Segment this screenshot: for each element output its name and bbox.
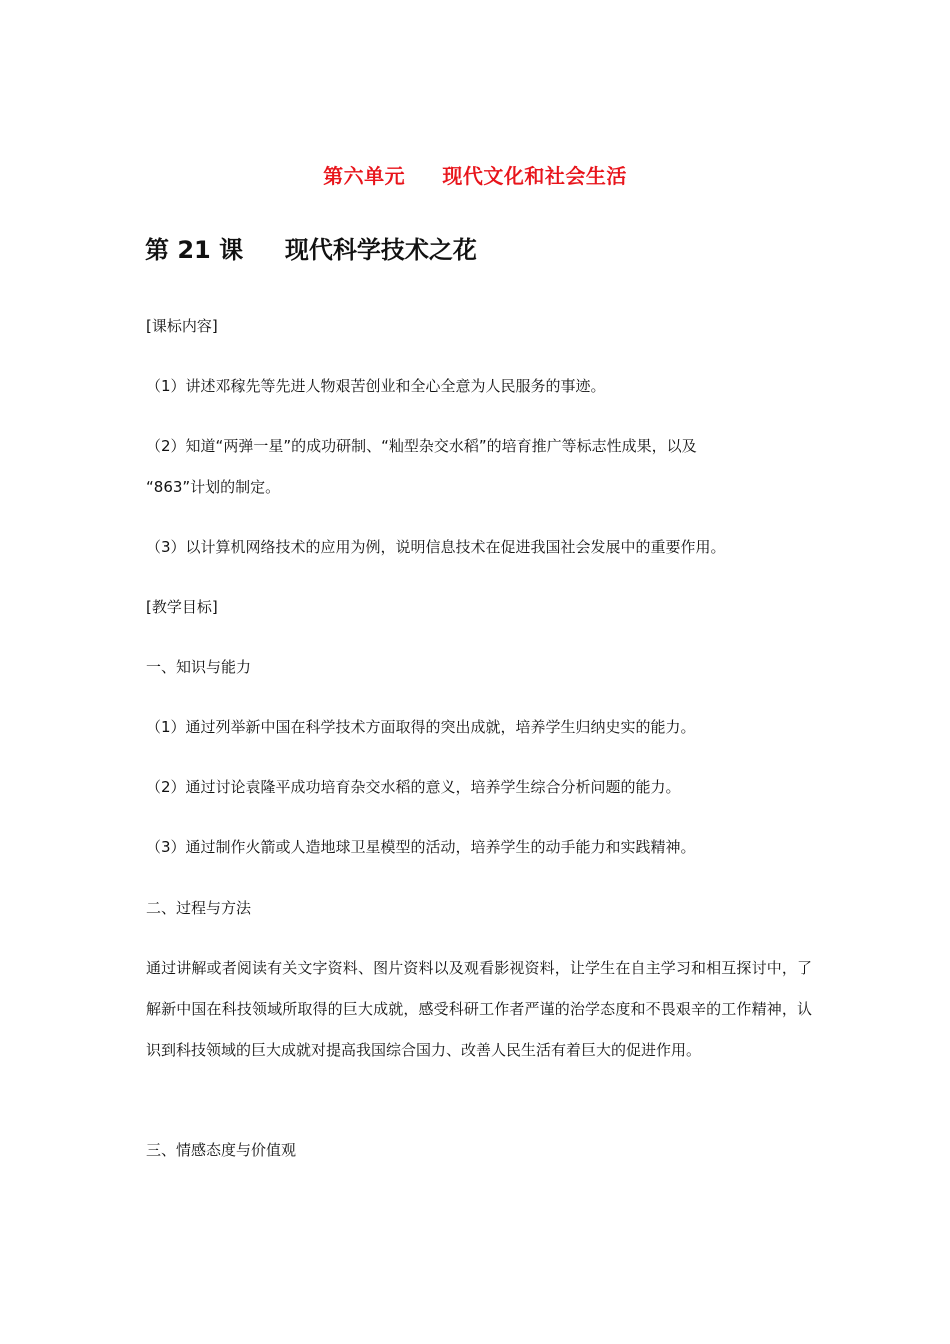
curriculum-item-2-line-2: “863”计划的制定。 bbox=[146, 478, 281, 496]
knowledge-heading: 一、知识与能力 bbox=[146, 658, 252, 676]
objectives-heading: [教学目标] bbox=[146, 598, 218, 616]
curriculum-item-1: （1）讲述邓稼先等先进人物艰苦创业和全心全意为人民服务的事迹。 bbox=[146, 377, 606, 395]
process-paragraph: 通过讲解或者阅读有关文字资料、图片资料以及观看影视资料，让学生在自主学习和相互探讨中，了解新中国在科技领域所取得的巨大成就，感受科研工作者严谨的治学态度和不畏艰辛的工作精神，认识到科技领域的巨大成就对提高我国综合国力、改善人民生活有着巨大的促进作用。 bbox=[146, 959, 812, 1059]
knowledge-item-3: （3）通过制作火箭或人造地球卫星模型的活动，培养学生的动手能力和实践精神。 bbox=[146, 838, 696, 856]
knowledge-item-2: （2）通过讨论袁隆平成功培育杂交水稻的意义，培养学生综合分析问题的能力。 bbox=[146, 778, 681, 796]
knowledge-item-1: （1）通过列举新中国在科学技术方面取得的突出成就，培养学生归纳史实的能力。 bbox=[146, 718, 696, 736]
curriculum-item-2-line-1: （2）知道“两弹一星”的成功研制、“籼型杂交水稻”的培育推广等标志性成果，以及 bbox=[146, 437, 697, 455]
curriculum-heading: [课标内容] bbox=[146, 317, 218, 335]
curriculum-item-3: （3）以计算机网络技术的应用为例，说明信息技术在促进我国社会发展中的重要作用。 bbox=[146, 538, 726, 556]
unit-title: 第六单元 现代文化和社会生活 bbox=[323, 164, 627, 188]
lesson-title: 第 21 课 现代科学技术之花 bbox=[145, 236, 477, 264]
process-heading: 二、过程与方法 bbox=[146, 899, 252, 917]
emotion-heading: 三、情感态度与价值观 bbox=[146, 1141, 297, 1159]
